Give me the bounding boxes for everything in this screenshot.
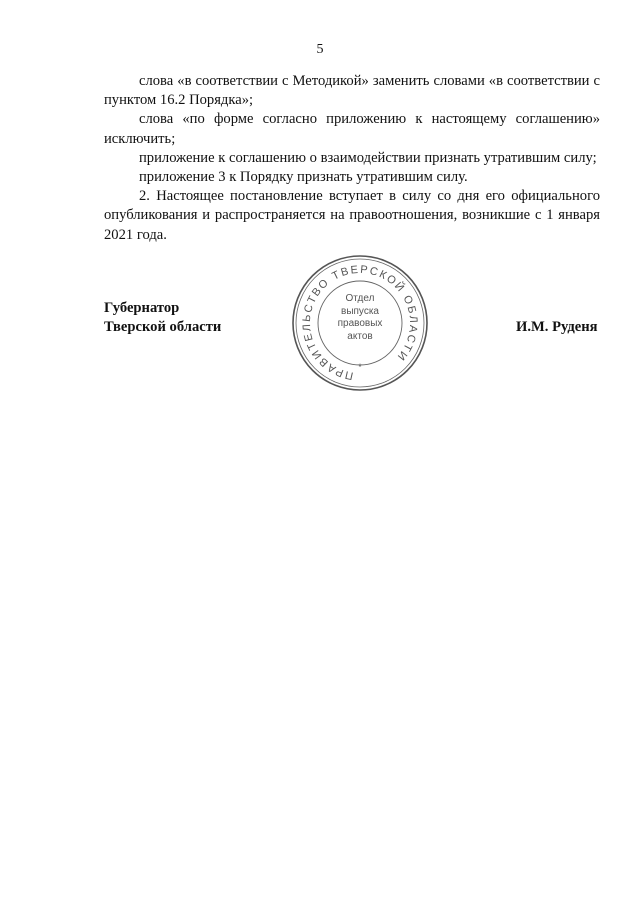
- paragraph: приложение 3 к Порядку признать утратившим силу.: [139, 169, 468, 186]
- paragraph: слова «в соответствии с Методикой» заменить словами «в соответствии с пунктом 16.2 Порядка»;: [104, 73, 600, 109]
- page-number: 5: [316, 42, 324, 57]
- seal-center-line: выпуска: [341, 305, 379, 317]
- seal-center-line: Отдел: [345, 293, 375, 304]
- signature-title: [104, 299, 221, 337]
- seal-center-line: правовых: [337, 318, 383, 329]
- seal-ring-text: ПРАВИТЕЛЬСТВО ТВЕРСКОЙ ОБЛАСТИ: [300, 263, 420, 382]
- official-seal: [291, 254, 429, 392]
- seal-center-text: [291, 293, 429, 343]
- body-text: [104, 72, 600, 245]
- paragraph: слова «по форме согласно приложению к настоящему соглашению» исключить;: [104, 111, 600, 147]
- seal-star-mark: *: [358, 362, 362, 372]
- signature-title-line: Губернатор: [104, 300, 180, 316]
- signature-name: И.М. Руденя: [516, 319, 598, 335]
- paragraph: приложение к соглашению о взаимодействии признать утратившим силу;: [139, 149, 597, 166]
- seal-center-line: актов: [347, 330, 373, 342]
- paragraph: 2. Настоящее постановление вступает в силу со дня его официального опубликования и распространяется на правоотношения, возникшие с 1 января 2021 года.: [104, 188, 600, 243]
- signature-title-line: Тверской области: [104, 319, 222, 335]
